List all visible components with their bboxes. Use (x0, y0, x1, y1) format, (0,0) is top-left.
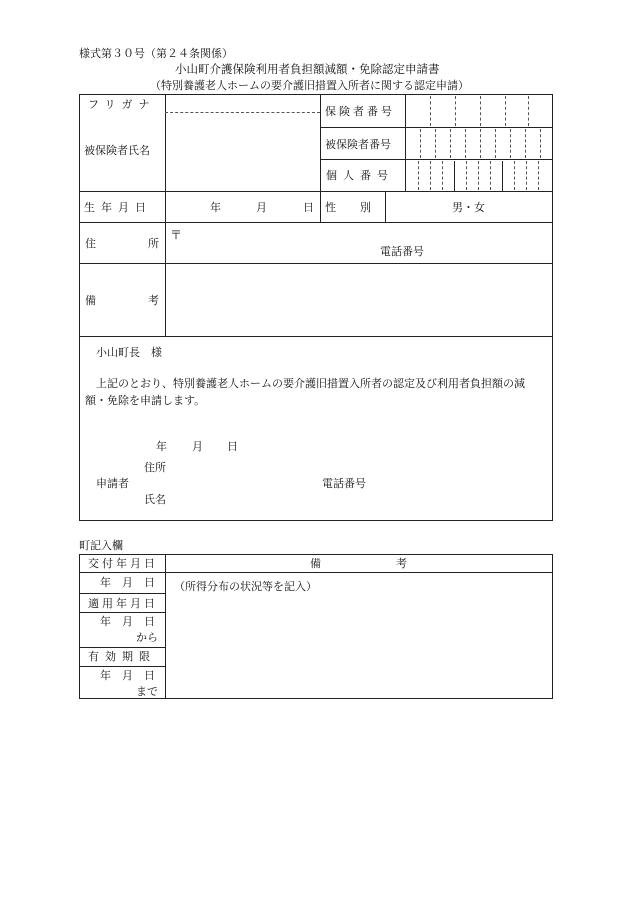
office-remarks-input[interactable] (168, 575, 548, 695)
application-body-line2: 額・免除を申請します。 (85, 394, 206, 407)
application-date-year: 年 (156, 440, 167, 453)
validity-label: 有効期限 (88, 650, 156, 663)
income-note: （所得分布の状況等を記入） (174, 580, 317, 593)
form-title: 小山町介護保険利用者負担額減額・免除認定申請書 (175, 62, 440, 76)
application-date-month: 月 (192, 440, 203, 453)
remarks-label-2: 考 (148, 294, 159, 307)
applicant-phone-label: 電話番号 (322, 477, 366, 490)
address-label-2: 所 (148, 237, 159, 250)
issue-date-value: 年 月 日 (100, 576, 155, 589)
applicant-label: 申請者 (96, 477, 129, 490)
birthdate-month: 月 (256, 201, 267, 214)
until-label: まで (136, 685, 158, 698)
office-section-heading: 町記入欄 (79, 539, 123, 552)
name-label: 被保険者氏名 (84, 144, 150, 157)
furigana-input[interactable] (168, 97, 318, 110)
remarks-label-1: 備 (85, 294, 96, 307)
application-body-line1: 上記のとおり、特別養護老人ホームの要介護旧措置入所者の認定及び利用者負担額の減 (96, 377, 525, 390)
address-phone-label: 電話番号 (380, 245, 424, 258)
remarks-input[interactable] (168, 266, 548, 334)
birthdate-day: 日 (303, 201, 314, 214)
validity-date-value: 年 月 日 (100, 669, 155, 682)
apply-date-label: 適用年月日 (88, 597, 158, 610)
applicant-address-label: 住所 (144, 461, 166, 474)
application-date-day: 日 (227, 440, 238, 453)
form-number: 様式第３０号（第２４条関係） (79, 47, 233, 60)
insured-number-label: 被保険者番号 (325, 138, 391, 151)
insurer-number-label: 保険者番号 (325, 105, 395, 118)
address-input[interactable] (168, 225, 548, 261)
sex-value[interactable]: 男・女 (452, 201, 485, 214)
office-remarks-header-1: 備 (310, 557, 321, 570)
form-subtitle: （特別養護老人ホームの要介護旧措置入所者に関する認定申請） (150, 79, 469, 92)
personal-number-label: 個人番号 (326, 169, 394, 182)
applicant-name-label: 氏名 (144, 493, 166, 506)
apply-date-value: 年 月 日 (100, 615, 155, 628)
birthdate-year: 年 (210, 201, 221, 214)
issue-date-label: 交付年月日 (88, 557, 158, 570)
from-label: から (136, 631, 158, 644)
office-remarks-header-2: 考 (396, 557, 407, 570)
name-input[interactable] (168, 116, 318, 188)
address-label-1: 住 (85, 237, 96, 250)
sex-label: 性別 (325, 201, 395, 214)
addressee: 小山町長 様 (96, 346, 162, 359)
postal-mark: 〒 (170, 228, 183, 242)
furigana-label: フリガナ (88, 98, 156, 111)
birthdate-label: 生年月日 (84, 201, 152, 214)
